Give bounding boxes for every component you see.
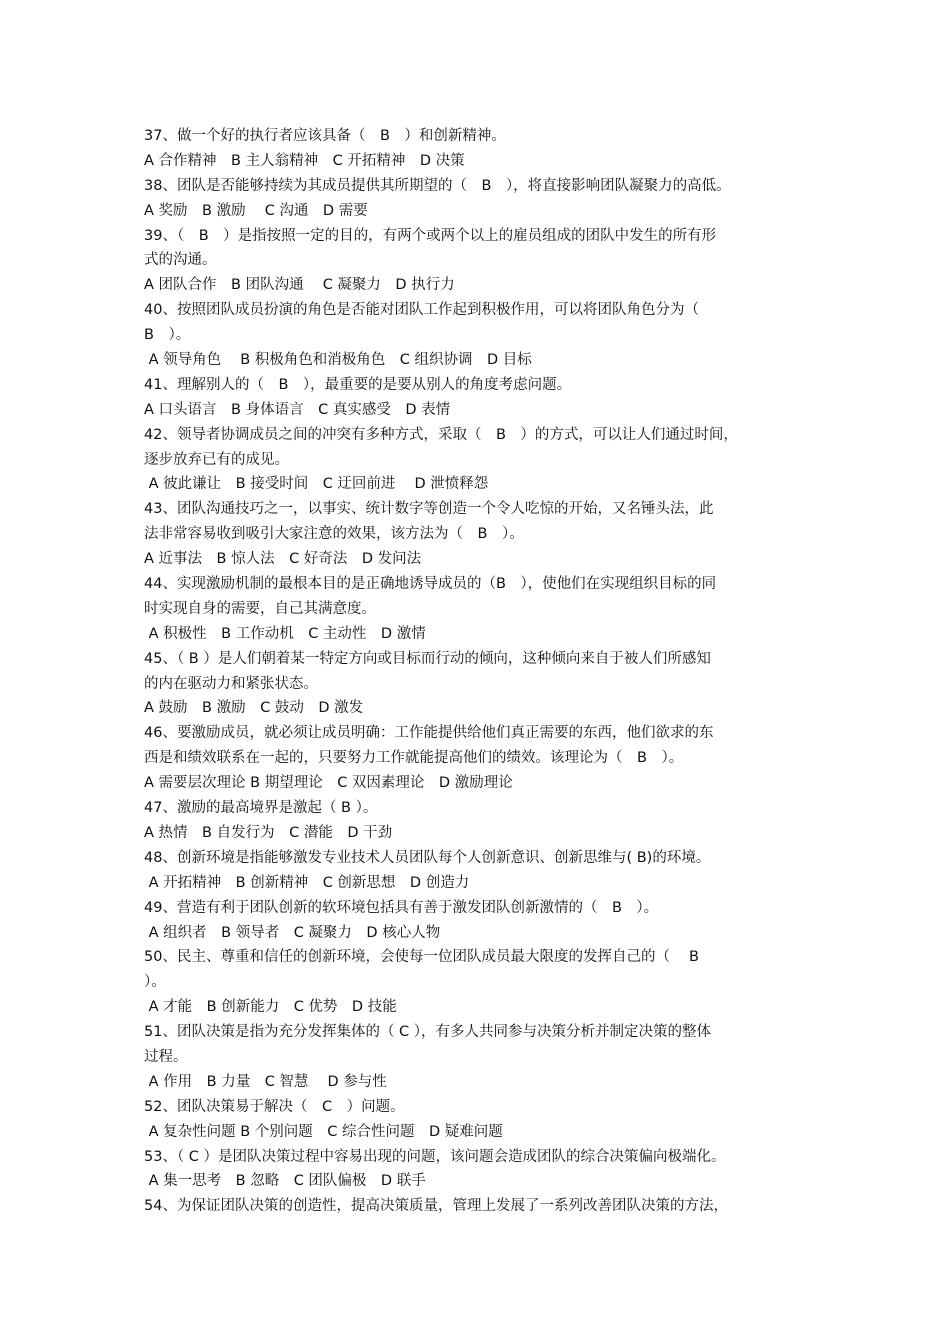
- text-line: 46、要激励成员，就必须让成员明确：工作能提供给他们真正需要的东西，他们欲求的东: [144, 725, 714, 742]
- text-line: 48、创新环境是指能够激发专业技术人员团队每个人创新意识、创新思维与( B)的环境。: [144, 849, 711, 866]
- text-line: A 彼此谦让 B 接受时间 C 迂回前进 D 泄愤释怨: [144, 476, 489, 493]
- text-line: 41、理解别人的（ B ），最重要的是要从别人的角度考虑问题。: [144, 376, 572, 393]
- text-line: 法非常容易收到吸引大家注意的效果，该方法为（ B ）。: [144, 526, 524, 543]
- text-line: 45、（ B ）是人们朝着某一特定方向或目标而行动的倾向，这种倾向来自于被人们所感知: [144, 650, 711, 667]
- text-line: A 组织者 B 领导者 C 凝聚力 D 核心人物: [144, 924, 441, 941]
- text-line: A 开拓精神 B 创新精神 C 创新思想 D 创造力: [144, 874, 470, 891]
- text-line: 时实现自身的需要，自己其满意度。: [144, 600, 376, 617]
- text-line: 39、（ B ）是指按照一定的目的，有两个或两个以上的雇员组成的团队中发生的所有形: [144, 227, 717, 244]
- text-line: 43、团队沟通技巧之一，以事实、统计数字等创造一个令人吃惊的开始，又名锤头法，此: [144, 501, 714, 518]
- text-line: A 领导角色 B 积极角色和消极角色 C 组织协调 D 目标: [144, 352, 532, 369]
- text-line: A 口头语言 B 身体语言 C 真实感受 D 表情: [144, 401, 451, 418]
- text-line: A 奖励 B 激励 C 沟通 D 需要: [144, 202, 368, 219]
- text-line: 西是和绩效联系在一起的，只要努力工作就能提高他们的绩效。该理论为（ B ）。: [144, 750, 684, 767]
- text-line: A 近事法 B 惊人法 C 好奇法 D 发问法: [144, 551, 422, 568]
- text-line: 44、实现激励机制的最根本目的是正确地诱导成员的（B ），使他们在实现组织目标的同: [144, 576, 717, 593]
- text-line: A 集一思考 B 忽略 C 团队偏极 D 联手: [144, 1173, 426, 1190]
- text-line: A 作用 B 力量 C 智慧 D 参与性: [144, 1073, 387, 1090]
- text-line: 42、领导者协调成员之间的冲突有多种方式，采取（ B ）的方式，可以让人们通过时间，: [144, 426, 738, 443]
- text-line: 54、为保证团队决策的创造性，提高决策质量，管理上发展了一系列改善团队决策的方法，: [144, 1198, 728, 1215]
- text-line: A 复杂性问题 B 个别问题 C 综合性问题 D 疑难问题: [144, 1123, 503, 1140]
- text-line: A 合作精神 B 主人翁精神 C 开拓精神 D 决策: [144, 152, 465, 169]
- text-line: ）。: [144, 974, 166, 991]
- text-line: 的内在驱动力和紧张状态。: [144, 675, 318, 692]
- question-list: [144, 124, 816, 1219]
- text-line: 逐步放弃已有的成见。: [144, 451, 289, 468]
- text-line: A 热情 B 自发行为 C 潜能 D 干劲: [144, 824, 393, 841]
- text-line: 49、营造有利于团队创新的软环境包括具有善于激发团队创新激情的（ B ）。: [144, 899, 659, 916]
- text-line: 40、按照团队成员扮演的角色是否能对团队工作起到积极作用，可以将团队角色分为（: [144, 302, 699, 319]
- text-line: 47、激励的最高境界是激起（ B ）。: [144, 800, 378, 817]
- text-line: 38、团队是否能够持续为其成员提供其所期望的（ B ），将直接影响团队凝聚力的高低。: [144, 177, 731, 194]
- text-line: B ）。: [144, 327, 191, 344]
- text-line: A 积极性 B 工作动机 C 主动性 D 激情: [144, 625, 426, 642]
- text-line: A 团队合作 B 团队沟通 C 凝聚力 D 执行力: [144, 277, 455, 294]
- text-line: 53、（ C ）是团队决策过程中容易出现的问题，该问题会造成团队的综合决策偏向极端化。: [144, 1148, 726, 1165]
- text-line: 过程。: [144, 1048, 188, 1065]
- text-line: 37、做一个好的执行者应该具备（ B ）和创新精神。: [144, 128, 506, 144]
- text-line: A 需要层次理论 B 期望理论 C 双因素理论 D 激励理论: [144, 775, 513, 792]
- text-line: 式的沟通。: [144, 252, 217, 269]
- text-line: 52、团队决策易于解决（ C ）问题。: [144, 1098, 405, 1115]
- text-line: A 鼓励 B 激励 C 鼓动 D 激发: [144, 700, 364, 717]
- text-line: 51、团队决策是指为充分发挥集体的（ C ），有多人共同参与决策分析并制定决策的整体: [144, 1024, 712, 1041]
- text-line: A 才能 B 创新能力 C 优势 D 技能: [144, 999, 397, 1016]
- text-line: 50、民主、尊重和信任的创新环境，会使每一位团队成员最大限度的发挥自己的（ B: [144, 949, 700, 966]
